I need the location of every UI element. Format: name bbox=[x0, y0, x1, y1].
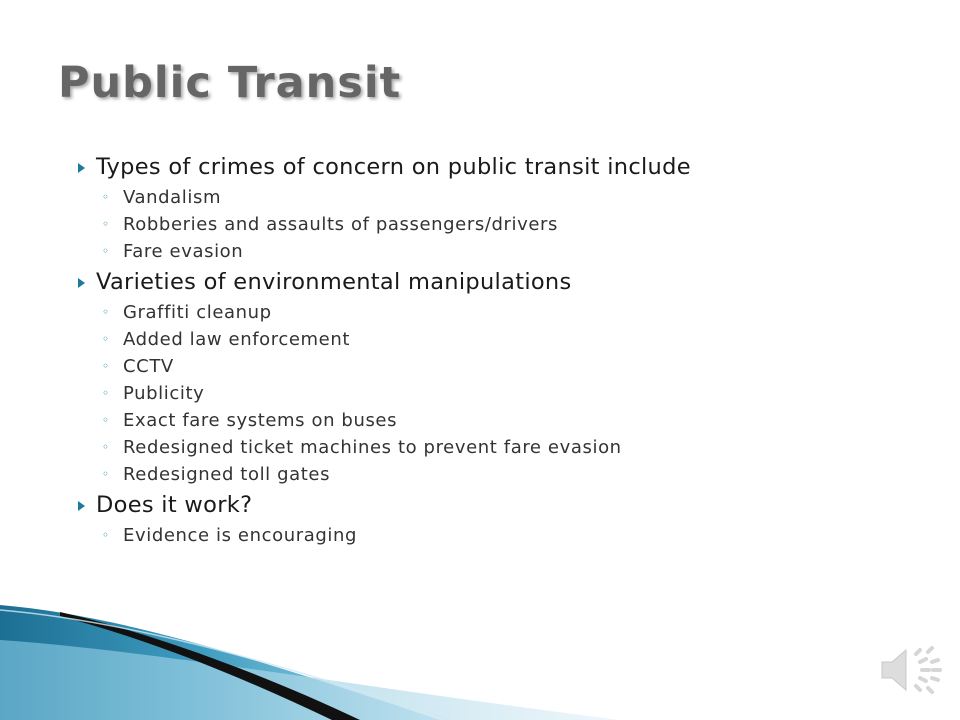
sub-bullet-text: Fare evasion bbox=[123, 241, 244, 262]
sub-bullet-item bbox=[78, 461, 938, 488]
sub-bullet-text: Vandalism bbox=[123, 187, 222, 208]
sub-bullet-text: CCTV bbox=[123, 356, 174, 377]
bullet-text: Does it work? bbox=[96, 492, 253, 518]
sub-bullet-text: Exact fare systems on buses bbox=[123, 410, 398, 431]
circle-bullet-icon: ◦ bbox=[102, 244, 110, 258]
circle-bullet-icon: ◦ bbox=[102, 413, 110, 427]
speaker-icon[interactable] bbox=[876, 640, 946, 700]
sub-bullet-item bbox=[78, 407, 938, 434]
circle-bullet-icon: ◦ bbox=[102, 217, 110, 231]
triangle-bullet-icon bbox=[78, 501, 85, 511]
sub-bullet-item bbox=[78, 380, 938, 407]
bullet-text: Types of crimes of concern on public transit include bbox=[96, 154, 691, 180]
circle-bullet-icon: ◦ bbox=[102, 190, 110, 204]
sub-bullet-text: Evidence is encouraging bbox=[123, 525, 358, 546]
sub-bullet-item bbox=[78, 434, 938, 461]
sub-bullet-item bbox=[78, 326, 938, 353]
sub-bullet-item bbox=[78, 353, 938, 380]
circle-bullet-icon: ◦ bbox=[102, 305, 110, 319]
triangle-bullet-icon bbox=[78, 163, 85, 173]
sub-bullet-item bbox=[78, 184, 938, 211]
bullet-list bbox=[78, 150, 938, 549]
circle-bullet-icon: ◦ bbox=[102, 528, 110, 542]
sub-bullet-text: Publicity bbox=[123, 383, 205, 404]
circle-bullet-icon: ◦ bbox=[102, 332, 110, 346]
circle-bullet-icon: ◦ bbox=[102, 467, 110, 481]
sub-bullet-text: Robberies and assaults of passengers/drivers bbox=[123, 214, 559, 235]
sub-bullet-item bbox=[78, 522, 938, 549]
circle-bullet-icon: ◦ bbox=[102, 440, 110, 454]
triangle-bullet-icon bbox=[78, 278, 85, 288]
sub-bullet-text: Added law enforcement bbox=[123, 329, 351, 350]
circle-bullet-icon: ◦ bbox=[102, 359, 110, 373]
bullet-item bbox=[78, 265, 938, 299]
slide-title: Public Transit bbox=[58, 58, 402, 108]
circle-bullet-icon: ◦ bbox=[102, 386, 110, 400]
sub-bullet-item bbox=[78, 299, 938, 326]
sub-bullet-item bbox=[78, 238, 938, 265]
sub-bullet-text: Redesigned ticket machines to prevent fare evasion bbox=[123, 437, 622, 458]
bullet-item bbox=[78, 150, 938, 184]
sub-bullet-text: Redesigned toll gates bbox=[123, 464, 331, 485]
bullet-text: Varieties of environmental manipulations bbox=[96, 269, 572, 295]
bullet-item bbox=[78, 488, 938, 522]
sub-bullet-text: Graffiti cleanup bbox=[123, 302, 272, 323]
sub-bullet-item bbox=[78, 211, 938, 238]
